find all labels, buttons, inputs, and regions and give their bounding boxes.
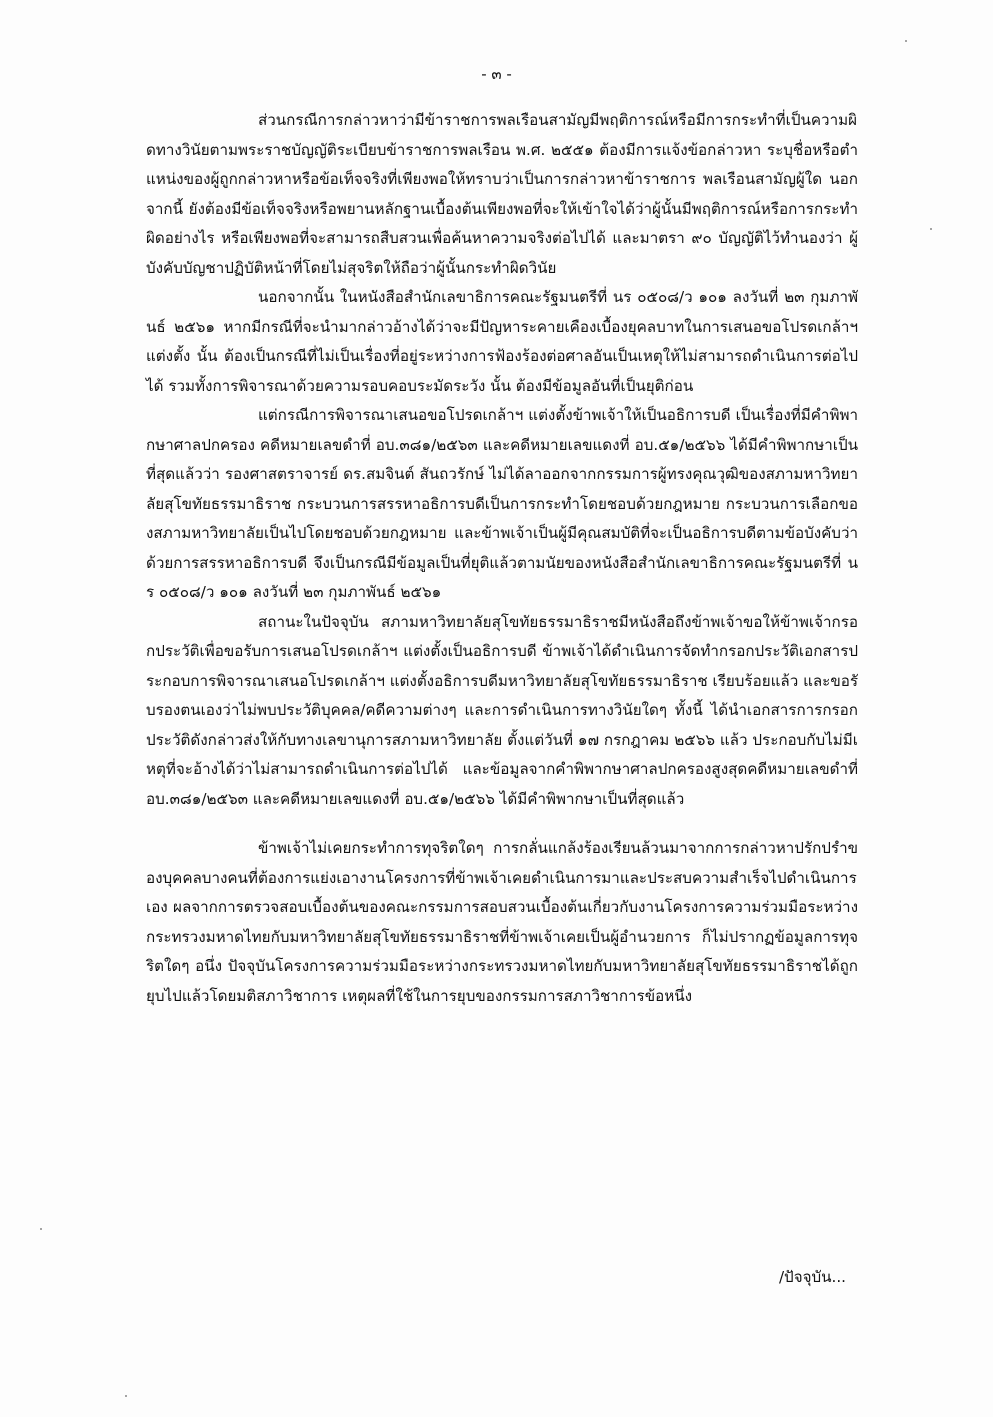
paragraph-administrative-court-ruling: แต่กรณีการพิจารณาเสนอขอโปรดเกล้าฯ แต่งตั้งข้าพเจ้าให้เป็นอธิการบดี เป็นเรื่องที่มีคำพิพากษาศาลปกครอง คดีหมายเลขดำที่ อบ.๓๘๑/๒๕๖๓ และคดีหมายเลขแดงที่ อบ.๕๑/๒๕๖๖ ได้มีคำพิพากษาเป็นที่สุดแล้วว่า รองศาสตราจารย์ ดร.สมจินต์ สันถวรักษ์ ไม่ได้ลาออกจากกรรมการผู้ทรงคุณวุฒิของสภามหาวิทยาลัยสุโขทัยธรรมาธิราช กระบวนการสรรหาอธิการบดีเป็นการกระทำโดยชอบด้วยกฎหมาย กระบวนการเลือกของสภามหาวิทยาลัยเป็นไปโดยชอบด้วยกฎหมาย และข้าพเจ้าเป็นผู้มีคุณสมบัติที่จะเป็นอธิการบดีตามข้อบังคับว่าด้วยการสรรหาอธิการบดี จึงเป็นกรณีมีข้อมูลเป็นที่ยุติแล้วตามนัยของหนังสือสำนักเลขาธิการคณะรัฐมนตรีที่ นร ๐๕๐๘/ว ๑๐๑ ลงวันที่ ๒๓ กุมภาพันธ์ ๒๕๖๑ [146,406,858,601]
scan-speck [40,1228,42,1230]
paragraph-no-corruption: ข้าพเจ้าไม่เคยกระทำการทุจริตใดๆ การกลั่นแกล้งร้องเรียนล้วนมาจากการกล่าวหาปรักปรำของบุคคลบางคนที่ต้องการแย่งเอางานโครงการที่ข้าพเจ้าเคยดำเนินการมาและประสบความสำเร็จไปดำเนินการเอง ผลจากการตรวจสอบเบื้องต้นของคณะกรรมการสอบสวนเบื้องต้นเกี่ยวกับงานโครงการความร่วมมือระหว่างกระทรวงมหาดไทยกับมหาวิทยาลัยสุโขทัยธรรมาธิราชที่ข้าพเจ้าเคยเป็นผู้อำนวยการ ก็ไม่ปรากฏข้อมูลการทุจริตใดๆ อนึ่ง ปัจจุบันโครงการความร่วมมือระหว่างกระทรวงมหาดไทยกับมหาวิทยาลัยสุโขทัยธรรมาธิราชได้ถูกยุบไปแล้วโดยมติสภาวิชาการ เหตุผลที่ใช้ในการยุบของกรรมการสภาวิชาการข้อหนึ่ง [146,839,858,1005]
scan-speck [905,40,907,42]
paragraph-current-status: สถานะในปัจจุบัน สภามหาวิทยาลัยสุโขทัยธรรมาธิราชมีหนังสือถึงข้าพเจ้าขอให้ข้าพเจ้ากรอกประวัติเพื่อขอรับการเสนอโปรดเกล้าฯ แต่งตั้งเป็นอธิการบดี ข้าพเจ้าได้ดำเนินการจัดทำกรอกประวัติเอกสารประกอบการพิจารณาเสนอโปรดเกล้าฯ แต่งตั้งอธิการบดีมหาวิทยาลัยสุโขทัยธรรมาธิราช เรียบร้อยแล้ว และขอรับรองตนเองว่าไม่พบประวัติบุคคล/คดีความต่างๆ และการดำเนินการทางวินัยใดๆ ทั้งนี้ ได้นำเอกสารการกรอกประวัติดังกล่าวส่งให้กับทางเลขานุการสภามหาวิทยาลัย ตั้งแต่วันที่ ๑๗ กรกฎาคม ๒๕๖๖ แล้ว ประกอบกับไม่มีเหตุที่จะอ้างได้ว่าไม่สามารถดำเนินการต่อไปได้ และข้อมูลจากคำพิพากษาศาลปกครองสูงสุดคดีหมายเลขดำที่ อบ.๓๘๑/๒๕๖๓ และคดีหมายเลขแดงที่ อบ.๕๑/๒๕๖๖ ได้มีคำพิพากษาเป็นที่สุดแล้ว [146,612,858,808]
scan-speck [125,1395,127,1397]
paragraph-cabinet-secretariat-letter: นอกจากนั้น ในหนังสือสำนักเลขาธิการคณะรัฐมนตรีที่ นร ๐๕๐๘/ว ๑๐๑ ลงวันที่ ๒๓ กุมภาพันธ์ ๒๕๖๑ หากมีกรณีที่จะนำมากล่าวอ้างได้ว่าจะมีปัญหาระคายเคืองเบื้องยุคลบาทในการเสนอขอโปรดเกล้าฯ แต่งตั้ง นั้น ต้องเป็นกรณีที่ไม่เป็นเรื่องที่อยู่ระหว่างการฟ้องร้องต่อศาลอันเป็นเหตุให้ไม่สามารถดำเนินการต่อไปได้ รวมทั้งการพิจารณาด้วยความรอบคอบระมัดระวัง นั้น ต้องมีข้อมูลอันที่เป็นยุติก่อน [146,288,858,395]
scan-speck [930,228,932,230]
page-number: - ๓ - [481,65,512,83]
document-body [146,106,858,1011]
paragraph-disciplinary-allegation: ส่วนกรณีการกล่าวหาว่ามีข้าราชการพลเรือนสามัญมีพฤติการณ์หรือมีการกระทำที่เป็นความผิดทางวินัยตามพระราชบัญญัติระเบียบข้าราชการพลเรือน พ.ศ. ๒๕๕๑ ต้องมีการแจ้งข้อกล่าวหา ระบุชื่อหรือตำแหน่งของผู้ถูกกล่าวหาหรือข้อเท็จจริงที่เพียงพอให้ทราบว่าเป็นการกล่าวหาข้าราชการ พลเรือนสามัญผู้ใด นอกจากนี้ ยังต้องมีข้อเท็จจริงหรือพยานหลักฐานเบื้องต้นเพียงพอที่จะให้เข้าใจได้ว่าผู้นั้นมีพฤติการณ์หรือการกระทำผิดอย่างไร หรือเพียงพอที่จะสามารถสืบสวนเพื่อค้นหาความจริงต่อไปได้ และมาตรา ๙๐ บัญญัติไว้ทำนองว่า ผู้บังคับบัญชาปฏิบัติหน้าที่โดยไม่สุจริตให้ถือว่าผู้นั้นกระทำผิดวินัย [146,111,858,277]
continuation-marker: /ปัจจุบัน... [778,1268,846,1286]
